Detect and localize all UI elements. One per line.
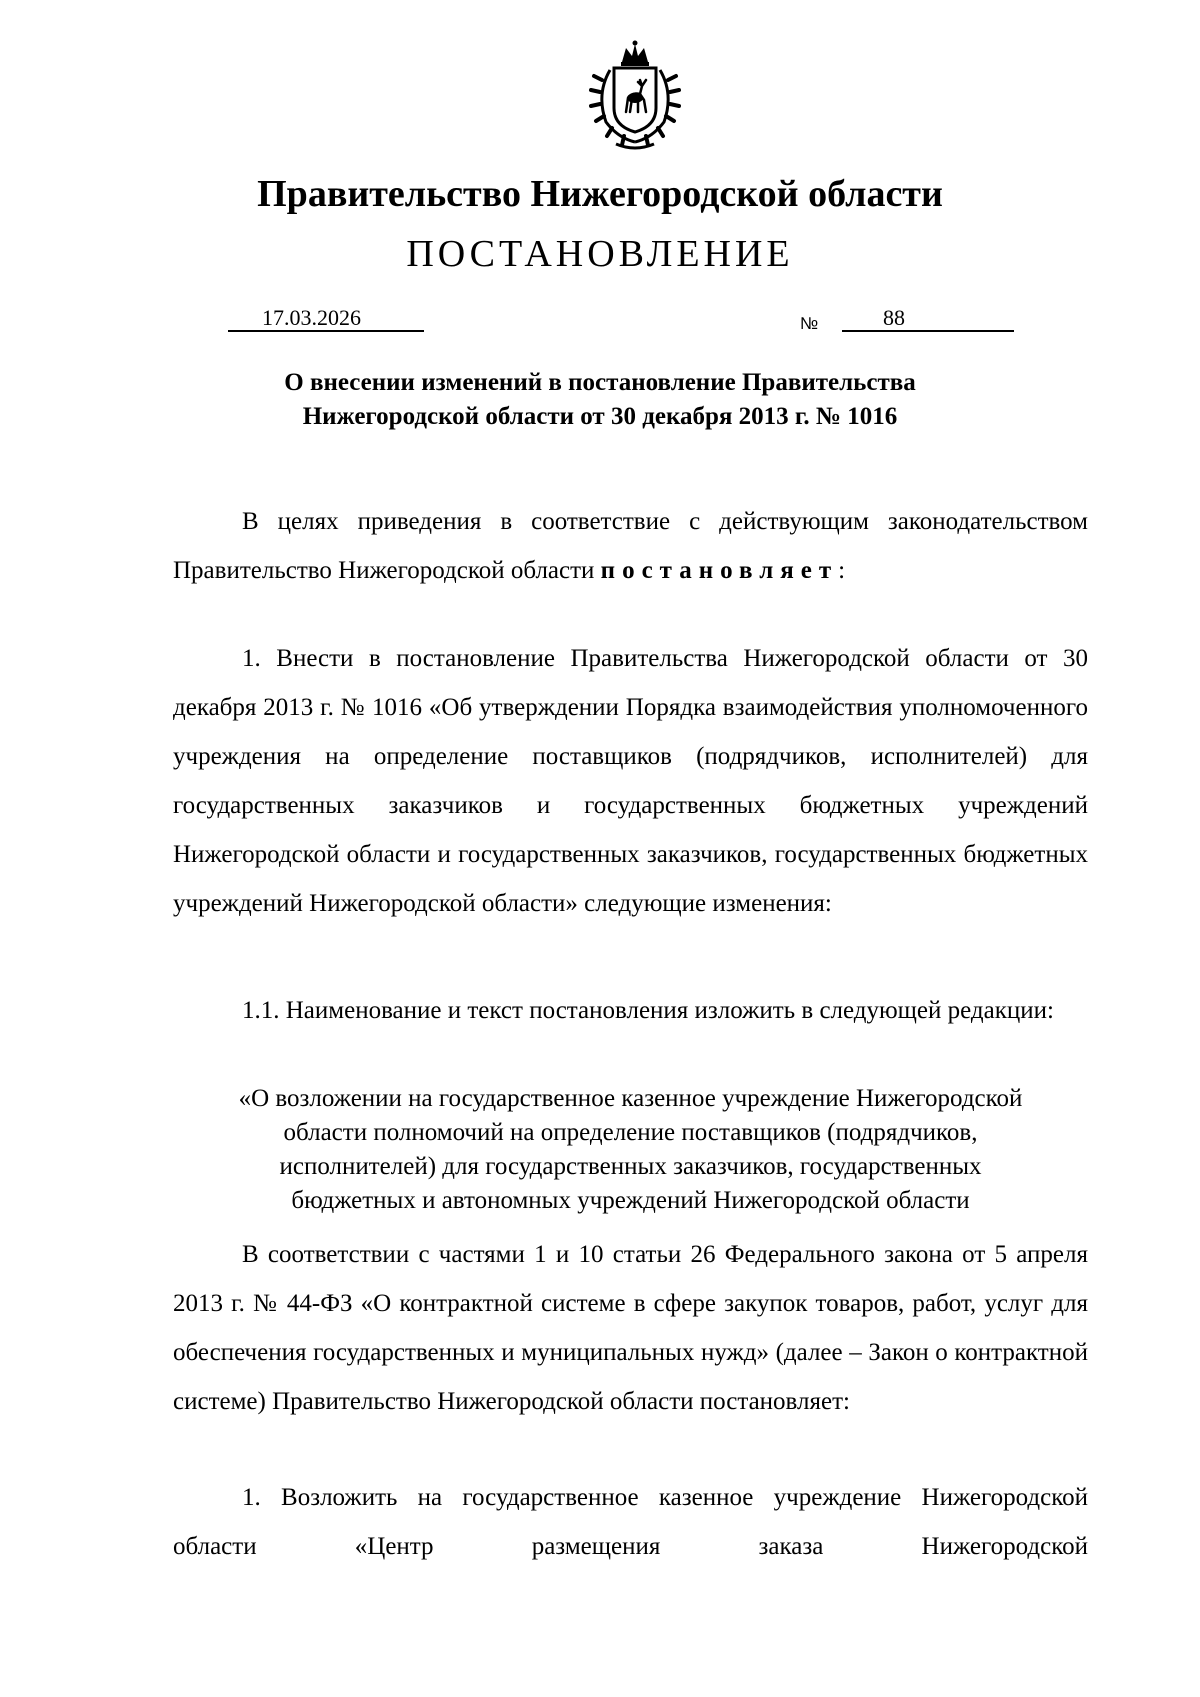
new-title-quote xyxy=(173,1082,1088,1218)
government-title: Правительство Нижегородской области xyxy=(257,173,943,215)
quote-line-4: бюджетных и автономных учреждений Нижегородской области xyxy=(291,1187,970,1214)
quote-line-1: «О возложении на государственное казенное учреждение Нижегородской xyxy=(238,1085,1023,1112)
heading-line-1: О внесении изменений в постановление Правительства xyxy=(284,369,916,396)
paragraph-1-1: 1.1. Наименование и текст постановления изложить в следующей редакции: xyxy=(242,997,1054,1024)
document-heading xyxy=(0,366,1200,434)
paragraph-item-1: 1. Возложить на государственное казенное учреждение Нижегородской области «Центр размещения заказа Нижегородской xyxy=(173,1484,1088,1560)
resolves-colon: : xyxy=(838,557,846,584)
paragraph-preamble-new: В соответствии с частями 1 и 10 статьи 26 Федерального закона от 5 апреля 2013 г. № 44-ФЗ «О контрактной системе в сфере закупок товаров, работ, услуг для обеспечения государственных и муниципальных нужд» (далее – Закон о контрактной системе) Правительство Нижегородской области постановляет: xyxy=(173,1241,1088,1415)
number-underline xyxy=(842,300,1014,332)
resolves-word: постановляет xyxy=(600,557,839,584)
document-type: ПОСТАНОВЛЕНИЕ xyxy=(406,233,794,275)
coat-of-arms-icon xyxy=(580,40,690,152)
paragraph-preamble xyxy=(173,497,1088,595)
paragraph-1: 1. Внести в постановление Правительства Нижегородской области от 30 декабря 2013 г. № 1016 «Об утверждении Порядка взаимодействия уполномоченного учреждения на определение поставщиков (подрядчиков, исполнителей) для государственных заказчиков и государственных бюджетных учреждений Нижегородской области и государственных заказчиков, государственных бюджетных учреждений Нижегородской области» следующие изменения: xyxy=(173,645,1088,917)
quote-line-2: области полномочий на определение поставщиков (подрядчиков, xyxy=(283,1119,978,1146)
document-date: 17.03.2026 xyxy=(262,305,361,330)
quote-line-3: исполнителей) для государственных заказчиков, государственных xyxy=(279,1153,982,1180)
heading-line-2: Нижегородской области от 30 декабря 2013 г. № 1016 xyxy=(302,403,898,430)
number-sign: № xyxy=(800,314,819,333)
preamble-text: В целях приведения в соответствие с действующим законодательством Правительство Нижегородской области xyxy=(173,508,1088,584)
document-number: 88 xyxy=(883,305,905,330)
